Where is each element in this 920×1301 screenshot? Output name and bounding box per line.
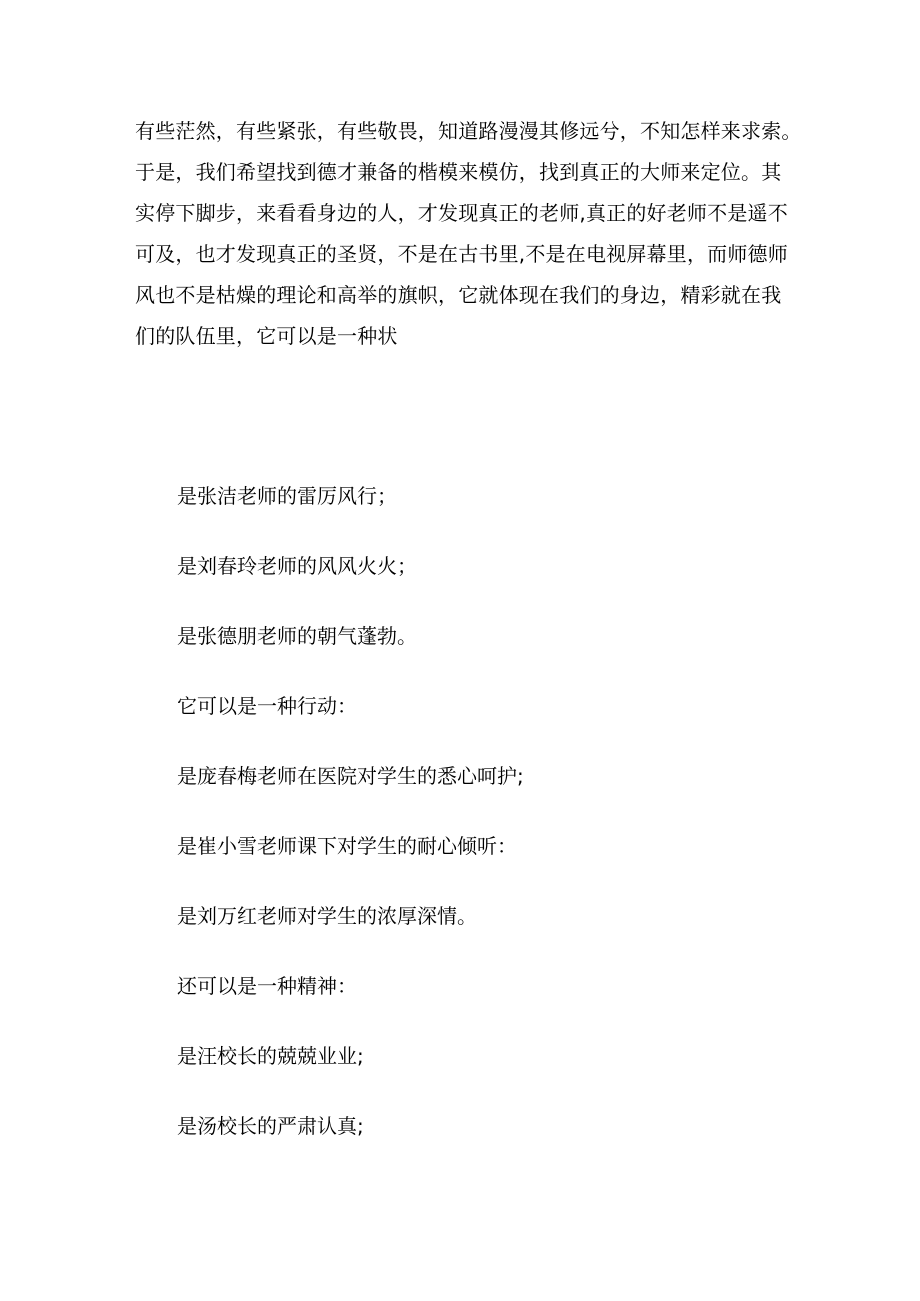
list-item: 是刘万红老师对学生的浓厚深情。 xyxy=(177,904,477,928)
intro-paragraph xyxy=(135,111,802,357)
list-item: 它可以是一种行动： xyxy=(177,694,357,718)
intro-line: 风也不是枯燥的理论和高举的旗帜，它就体现在我们的身边，精彩就在我 xyxy=(135,283,782,307)
example-list xyxy=(177,474,797,1174)
list-item: 是庞春梅老师在医院对学生的悉心呵护; xyxy=(177,764,524,788)
list-item: 还可以是一种精神： xyxy=(177,974,357,998)
intro-line: 实停下脚步，来看看身边的人，才发现真正的老师,真正的好老师不是遥不 xyxy=(135,201,788,225)
intro-line: 可及，也才发现真正的圣贤，不是在古书里,不是在电视屏幕里，而师德师 xyxy=(135,242,788,266)
list-item: 是张德朋老师的朝气蓬勃。 xyxy=(177,624,417,648)
intro-line: 于是，我们希望找到德才兼备的楷模来模仿，找到真正的大师来定位。其 xyxy=(135,160,782,184)
list-item: 是崔小雪老师课下对学生的耐心倾听： xyxy=(177,834,517,858)
intro-line: 有些茫然，有些紧张，有些敬畏，知道路漫漫其修远兮，不知怎样来求索。 xyxy=(135,119,802,143)
list-item: 是刘春玲老师的风风火火； xyxy=(177,554,417,578)
list-item: 是汪校长的兢兢业业; xyxy=(177,1044,364,1068)
list-item: 是张洁老师的雷厉风行； xyxy=(177,484,397,508)
list-item: 是汤校长的严肃认真; xyxy=(177,1114,364,1138)
intro-line: 们的队伍里，它可以是一种状 xyxy=(135,324,398,348)
